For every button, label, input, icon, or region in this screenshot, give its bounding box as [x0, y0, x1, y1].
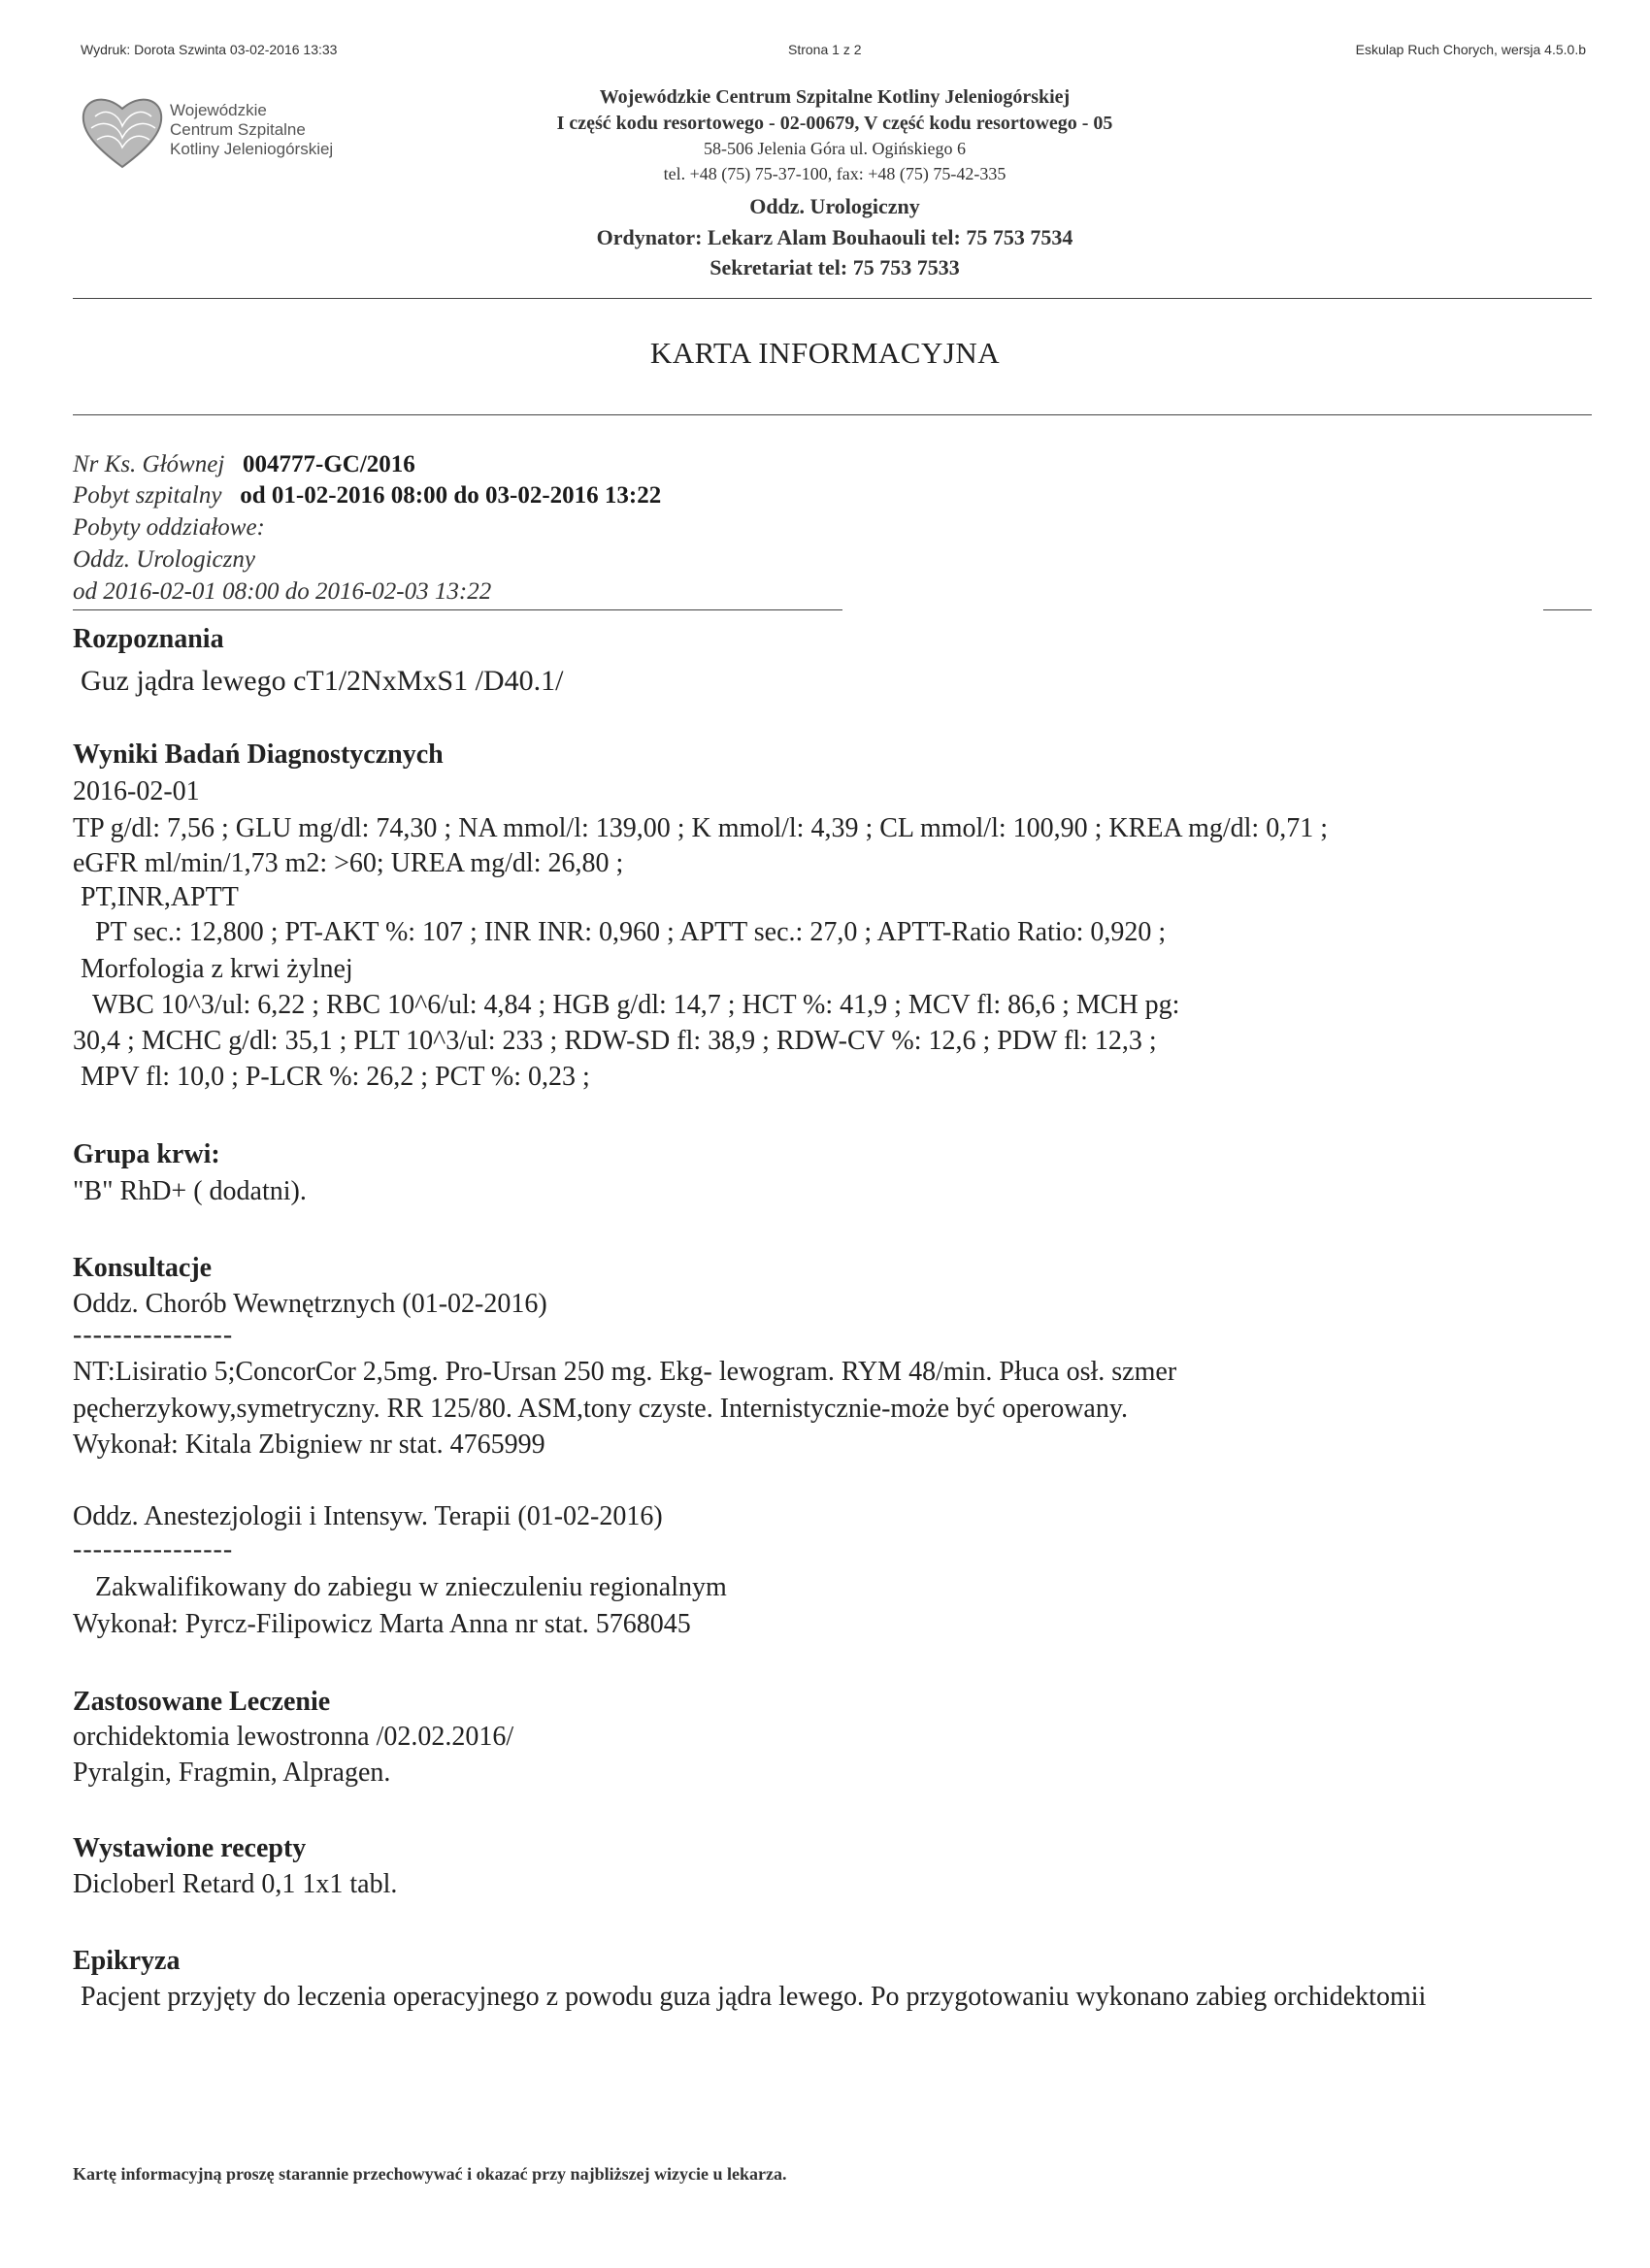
results-chemistry-line2: eGFR ml/min/1,73 m2: >60; UREA mg/dl: 26,80 ;	[73, 848, 624, 878]
institution-name: Wojewódzkie Centrum Szpitalne Kotliny Jeleniogórskiej	[599, 86, 1071, 108]
hospital-stay-label: Pobyt szpitalny	[73, 482, 222, 509]
morphology-line2: 30,4 ; MCHC g/dl: 35,1 ; PLT 10^3/ul: 233 ; RDW-SD fl: 38,9 ; RDW-CV %: 12,6 ; PDW fl: 12,3 ;	[73, 1026, 1157, 1056]
treatment-line2: Pyralgin, Fragmin, Alpragen.	[73, 1758, 391, 1788]
treatment-heading: Zastosowane Leczenie	[73, 1687, 331, 1717]
logo-text-line3: Kotliny Jeleniogórskiej	[170, 140, 334, 158]
book-number-value: 004777-GC/2016	[243, 451, 415, 477]
book-number-label: Nr Ks. Głównej	[73, 451, 225, 477]
heart-icon	[83, 100, 161, 167]
blood-group-value: "B" RhD+ ( dodatni).	[73, 1176, 307, 1206]
institution-address: 58-506 Jelenia Góra ul. Ogińskiego 6	[704, 139, 966, 158]
consultation-anesthesia-author: Wykonał: Pyrcz-Filipowicz Marta Anna nr stat. 5768045	[73, 1609, 691, 1639]
meta-divider	[73, 609, 842, 610]
epicrisis-line1: Pacjent przyjęty do leczenia operacyjnego z powodu guza jądra lewego. Po przygotowaniu wykonano zabieg orchidektomii	[81, 1982, 1427, 2012]
title-divider	[73, 414, 1592, 415]
book-number	[73, 451, 415, 478]
meta-divider-end	[1543, 609, 1592, 610]
document-title: KARTA INFORMACYJNA	[649, 336, 1001, 370]
software-version: Eskulap Ruch Chorych, wersja 4.5.0.b	[1355, 42, 1586, 57]
print-info: Wydruk: Dorota Szwinta 03-02-2016 13:33	[81, 42, 338, 57]
ward-name: Oddz. Urologiczny	[73, 546, 255, 573]
blood-group-heading: Grupa krwi:	[73, 1139, 220, 1169]
page-number: Strona 1 z 2	[788, 42, 862, 57]
consultation-anesthesia-title: Oddz. Anestezjologii i Intensyw. Terapii (01-02-2016)	[73, 1501, 663, 1531]
institution-phone: tel. +48 (75) 75-37-100, fax: +48 (75) 75-42-335	[663, 164, 1006, 183]
consultation-anesthesia-line1: Zakwalifikowany do zabiegu w znieczuleniu regionalnym	[95, 1572, 727, 1602]
consultation-internal-separator: ----------------	[73, 1320, 234, 1350]
results-date: 2016-02-01	[73, 776, 200, 806]
morphology-line1: WBC 10^3/ul: 6,22 ; RBC 10^6/ul: 4,84 ; HGB g/dl: 14,7 ; HCT %: 41,9 ; MCV fl: 86,6 ; MCH pg:	[92, 990, 1180, 1020]
consultation-internal-line2: pęcherzykowy,symetryczny. RR 125/80. ASM,tony czyste. Internistycznie-może być operowany.	[73, 1394, 1129, 1424]
morphology-line3: MPV fl: 10,0 ; P-LCR %: 26,2 ; PCT %: 0,23 ;	[81, 1062, 590, 1092]
institution-secretariat: Sekretariat tel: 75 753 7533	[710, 255, 960, 279]
hospital-stay	[73, 482, 661, 509]
results-heading: Wyniki Badań Diagnostycznych	[73, 740, 444, 770]
logo-text-line1: Wojewódzkie	[170, 101, 267, 119]
consultation-internal-title: Oddz. Chorób Wewnętrznych (01-02-2016)	[73, 1289, 547, 1319]
diagnosis-heading: Rozpoznania	[73, 624, 224, 654]
institution-codes: I część kodu resortowego - 02-00679, V część kodu resortowego - 05	[556, 113, 1113, 134]
morphology-heading: Morfologia z krwi żylnej	[81, 954, 353, 984]
epicrisis-heading: Epikryza	[73, 1946, 181, 1976]
header-divider	[73, 298, 1592, 299]
footer-note: Kartę informacyjną proszę starannie przechowywać i okazać przy najbliższej wizycie u lekarza.	[73, 2164, 787, 2184]
consultation-internal-author: Wykonał: Kitala Zbigniew nr stat. 4765999	[73, 1430, 545, 1460]
ward-stays-label: Pobyty oddziałowe:	[73, 514, 265, 541]
ward-period: od 2016-02-01 08:00 do 2016-02-03 13:22	[73, 578, 492, 605]
results-chemistry-line1: TP g/dl: 7,56 ; GLU mg/dl: 74,30 ; NA mmol/l: 139,00 ; K mmol/l: 4,39 ; CL mmol/l: 100,90 ; KREA mg/dl: 0,71 ;	[73, 813, 1328, 843]
consultation-internal-line1: NT:Lisiratio 5;ConcorCor 2,5mg. Pro-Ursan 250 mg. Ekg- lewogram. RYM 48/min. Płuca osł. szmer	[73, 1357, 1177, 1387]
consultation-anesthesia-separator: ----------------	[73, 1534, 234, 1564]
redacted-area	[842, 423, 1541, 615]
diagnosis-text: Guz jądra lewego cT1/2NxMxS1 /D40.1/	[81, 665, 564, 697]
logo-text-line2: Centrum Szpitalne	[170, 120, 306, 139]
prescriptions-line1: Dicloberl Retard 0,1 1x1 tabl.	[73, 1869, 398, 1899]
prescriptions-heading: Wystawione recepty	[73, 1833, 307, 1863]
coagulation-values: PT sec.: 12,800 ; PT-AKT %: 107 ; INR INR: 0,960 ; APTT sec.: 27,0 ; APTT-Ratio Ratio: 0,920 ;	[95, 917, 1167, 947]
hospital-stay-value: od 01-02-2016 08:00 do 03-02-2016 13:22	[240, 482, 662, 509]
consultations-heading: Konsultacje	[73, 1253, 213, 1283]
treatment-line1: orchidektomia lewostronna /02.02.2016/	[73, 1722, 514, 1752]
institution-head: Ordynator: Lekarz Alam Bouhaouli tel: 75 753 7534	[596, 225, 1073, 249]
coagulation-heading: PT,INR,APTT	[81, 882, 239, 912]
institution-ward: Oddz. Urologiczny	[749, 194, 920, 218]
